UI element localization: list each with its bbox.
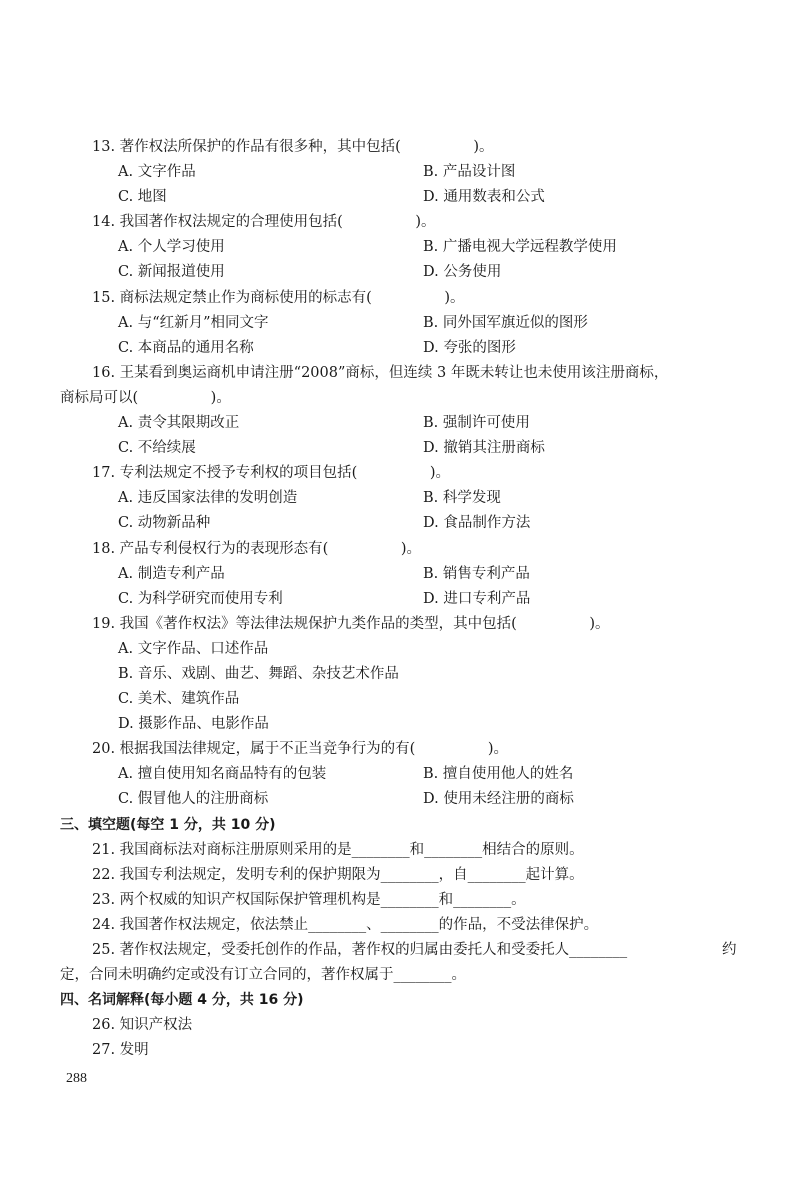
options-row	[0, 235, 795, 260]
options-row	[0, 511, 795, 536]
section-heading-terms: 四、名词解释(每小题 4 分，共 16 分)	[60, 992, 304, 1009]
options-row	[0, 762, 795, 787]
question-15: 15. 商标法规定禁止作为商标使用的标志有( )。	[92, 289, 465, 306]
option-d: D. 通用数表和公式	[423, 189, 545, 206]
question-20: 20. 根据我国法律规定，属于不正当竞争行为的有( )。	[92, 741, 508, 758]
option-d: D. 摄影作品、电影作品	[118, 716, 269, 733]
question-25-text: 25. 著作权法规定，受委托创作的作品，著作权的归属由委托人和受委托人________	[92, 942, 628, 958]
option-c: C. 假冒他人的注册商标	[118, 791, 269, 808]
option-a: A. 文字作品	[118, 164, 196, 181]
option-a: A. 违反国家法律的发明创造	[118, 490, 298, 507]
option-b: B. 强制许可使用	[423, 415, 530, 432]
option-d: D. 公务使用	[423, 264, 502, 281]
options-row	[0, 160, 795, 185]
question-13: 13. 著作权法所保护的作品有很多种，其中包括( )。	[92, 139, 494, 155]
options-row	[0, 787, 795, 812]
option-a: A. 文字作品、口述作品	[118, 640, 269, 657]
options-row	[0, 185, 795, 210]
question-24: 24. 我国著作权法规定，依法禁止________、________的作品，不受法律保护。	[92, 916, 599, 933]
option-c: C. 为科学研究而使用专利	[118, 590, 283, 607]
option-c: C. 不给续展	[118, 440, 196, 457]
option-c: C. 地图	[118, 189, 167, 206]
options-row	[0, 486, 795, 511]
options-row	[0, 587, 795, 612]
option-b: B. 销售专利产品	[423, 565, 530, 582]
options-row	[0, 562, 795, 587]
option-d: D. 食品制作方法	[423, 515, 531, 532]
option-c: C. 动物新品种	[118, 515, 211, 532]
question-21: 21. 我国商标法对商标注册原则采用的是________和________相结合的原则。	[92, 841, 584, 858]
question-14: 14. 我国著作权法规定的合理使用包括( )。	[92, 214, 436, 231]
question-27: 27. 发明	[92, 1042, 149, 1059]
option-d: D. 进口专利产品	[423, 590, 531, 607]
question-16-continued: 商标局可以( )。	[60, 389, 231, 406]
option-a: A. 个人学习使用	[118, 239, 225, 256]
option-b: B. 同外国军旗近似的图形	[423, 314, 588, 331]
option-b: B. 音乐、戏剧、曲艺、舞蹈、杂技艺术作品	[118, 665, 399, 682]
option-d: D. 使用未经注册的商标	[423, 791, 574, 808]
question-25-continued: 定，合同未明确约定或没有订立合同的，著作权属于________。	[60, 967, 466, 984]
option-a: A. 责令其限期改正	[118, 415, 240, 432]
question-17: 17. 专利法规定不授予专利权的项目包括( )。	[92, 465, 450, 482]
option-d: D. 夸张的图形	[423, 339, 516, 356]
option-b: B. 擅自使用他人的姓名	[423, 766, 574, 783]
options-row	[0, 311, 795, 336]
page-number: 288	[66, 1071, 87, 1086]
option-a: A. 与“红新月”相同文字	[118, 314, 269, 331]
question-19: 19. 我国《著作权法》等法律法规保护九类作品的类型，其中包括( )。	[92, 615, 610, 632]
question-18: 18. 产品专利侵权行为的表现形态有( )。	[92, 540, 421, 557]
section-heading-fill-in: 三、填空题(每空 1 分，共 10 分)	[60, 816, 276, 833]
question-26: 26. 知识产权法	[92, 1017, 193, 1034]
option-a: A. 制造专利产品	[118, 565, 225, 582]
option-a: A. 擅自使用知名商品特有的包装	[118, 766, 327, 783]
options-row	[0, 336, 795, 361]
question-25-tail: 约	[722, 942, 737, 958]
options-row	[0, 260, 795, 285]
options-row	[0, 436, 795, 461]
question-22: 22. 我国专利法规定，发明专利的保护期限为________，自________起计算。	[92, 866, 584, 883]
option-b: B. 科学发现	[423, 490, 501, 507]
options-row	[0, 411, 795, 436]
option-b: B. 广播电视大学远程教学使用	[423, 239, 617, 256]
option-c: C. 本商品的通用名称	[118, 339, 254, 356]
option-c: C. 新闻报道使用	[118, 264, 225, 281]
question-list	[0, 135, 795, 1063]
question-25	[0, 938, 795, 963]
option-c: C. 美术、建筑作品	[118, 691, 240, 708]
question-23: 23. 两个权威的知识产权国际保护管理机构是________和________。	[92, 891, 526, 908]
question-16: 16. 王某看到奥运商机申请注册“2008”商标，但连续 3 年既未转让也未使用该注册商标，	[92, 364, 669, 381]
option-b: B. 产品设计图	[423, 164, 516, 181]
option-d: D. 撤销其注册商标	[423, 440, 545, 457]
